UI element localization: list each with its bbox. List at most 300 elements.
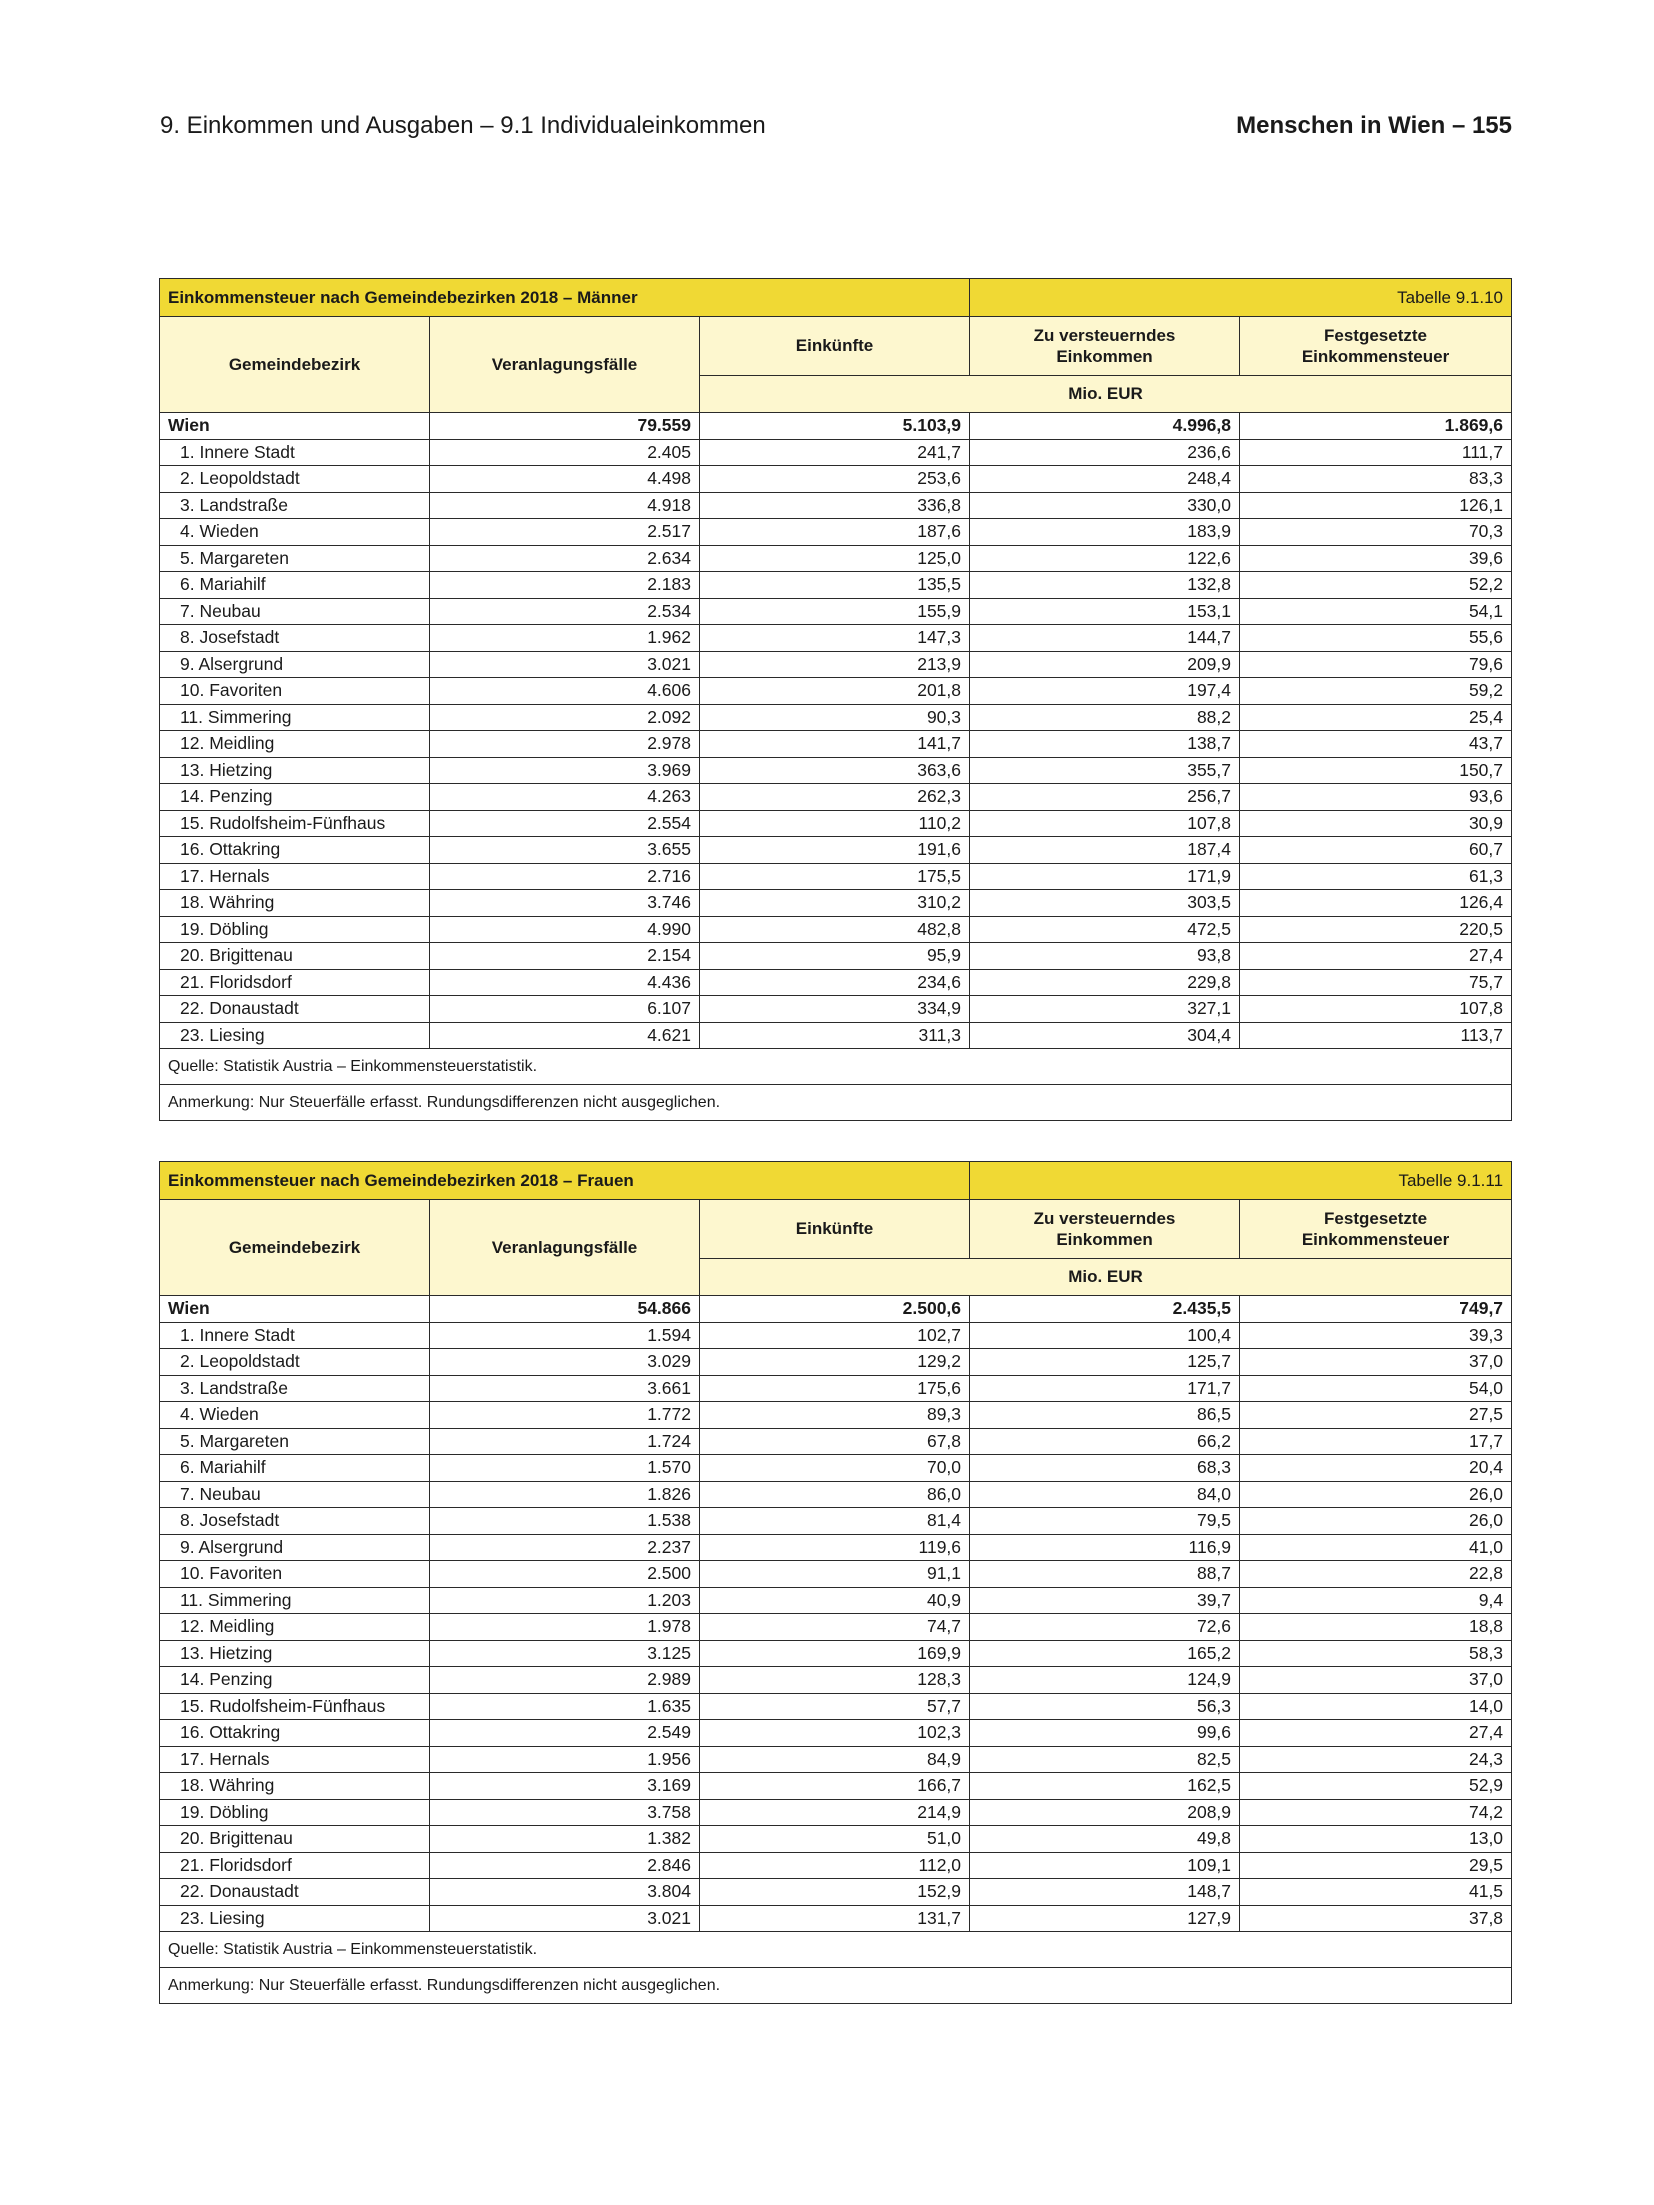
value-cell: 150,7 bbox=[1240, 757, 1512, 784]
table-row bbox=[160, 943, 1512, 970]
value-cell: 102,3 bbox=[700, 1720, 970, 1747]
value-cell: 93,6 bbox=[1240, 784, 1512, 811]
district-name: 21. Floridsdorf bbox=[160, 1852, 430, 1879]
col-header-taxable-line2: Einkommen bbox=[1056, 1230, 1153, 1249]
district-name: 2. Leopoldstadt bbox=[160, 466, 430, 493]
table-row bbox=[160, 651, 1512, 678]
district-name: 15. Rudolfsheim-Fünfhaus bbox=[160, 1693, 430, 1720]
district-name: 10. Favoriten bbox=[160, 1561, 430, 1588]
table-row bbox=[160, 1826, 1512, 1853]
value-cell: 1.962 bbox=[430, 625, 700, 652]
value-cell: 3.029 bbox=[430, 1349, 700, 1376]
total-row bbox=[160, 1296, 1512, 1323]
district-name: 5. Margareten bbox=[160, 1428, 430, 1455]
value-cell: 39,7 bbox=[970, 1587, 1240, 1614]
value-cell: 234,6 bbox=[700, 969, 970, 996]
unit-label: Mio. EUR bbox=[700, 376, 1512, 413]
value-cell: 171,7 bbox=[970, 1375, 1240, 1402]
district-name: 8. Josefstadt bbox=[160, 1508, 430, 1535]
table-row bbox=[160, 1905, 1512, 1932]
value-cell: 749,7 bbox=[1240, 1296, 1512, 1323]
district-name: 19. Döbling bbox=[160, 1799, 430, 1826]
value-cell: 127,9 bbox=[970, 1905, 1240, 1932]
page-header bbox=[160, 112, 1512, 152]
col-header-tax bbox=[1240, 1200, 1512, 1259]
value-cell: 109,1 bbox=[970, 1852, 1240, 1879]
district-name: 17. Hernals bbox=[160, 863, 430, 890]
table-row bbox=[160, 1534, 1512, 1561]
col-header-income: Einkünfte bbox=[700, 1200, 970, 1259]
col-header-taxable bbox=[970, 1200, 1240, 1259]
table-row bbox=[160, 916, 1512, 943]
value-cell: 214,9 bbox=[700, 1799, 970, 1826]
value-cell: 2.989 bbox=[430, 1667, 700, 1694]
value-cell: 2.549 bbox=[430, 1720, 700, 1747]
value-cell: 30,9 bbox=[1240, 810, 1512, 837]
district-name: 1. Innere Stadt bbox=[160, 1322, 430, 1349]
value-cell: 162,5 bbox=[970, 1773, 1240, 1800]
value-cell: 37,8 bbox=[1240, 1905, 1512, 1932]
value-cell: 169,9 bbox=[700, 1640, 970, 1667]
table-row bbox=[160, 1428, 1512, 1455]
value-cell: 4.990 bbox=[430, 916, 700, 943]
value-cell: 213,9 bbox=[700, 651, 970, 678]
district-name: 14. Penzing bbox=[160, 784, 430, 811]
value-cell: 311,3 bbox=[700, 1022, 970, 1049]
value-cell: 330,0 bbox=[970, 492, 1240, 519]
district-name: 7. Neubau bbox=[160, 1481, 430, 1508]
value-cell: 336,8 bbox=[700, 492, 970, 519]
value-cell: 70,0 bbox=[700, 1455, 970, 1482]
value-cell: 83,3 bbox=[1240, 466, 1512, 493]
table-row bbox=[160, 466, 1512, 493]
table-frauen bbox=[159, 1161, 1512, 2004]
value-cell: 52,9 bbox=[1240, 1773, 1512, 1800]
table-row bbox=[160, 572, 1512, 599]
value-cell: 57,7 bbox=[700, 1693, 970, 1720]
col-header-tax bbox=[1240, 317, 1512, 376]
value-cell: 4.996,8 bbox=[970, 413, 1240, 440]
value-cell: 119,6 bbox=[700, 1534, 970, 1561]
value-cell: 88,7 bbox=[970, 1561, 1240, 1588]
value-cell: 40,9 bbox=[700, 1587, 970, 1614]
value-cell: 70,3 bbox=[1240, 519, 1512, 546]
value-cell: 27,5 bbox=[1240, 1402, 1512, 1429]
table-row bbox=[160, 1799, 1512, 1826]
value-cell: 6.107 bbox=[430, 996, 700, 1023]
value-cell: 59,2 bbox=[1240, 678, 1512, 705]
value-cell: 91,1 bbox=[700, 1561, 970, 1588]
value-cell: 4.436 bbox=[430, 969, 700, 996]
value-cell: 116,9 bbox=[970, 1534, 1240, 1561]
value-cell: 26,0 bbox=[1240, 1508, 1512, 1535]
table-row bbox=[160, 996, 1512, 1023]
district-name: 23. Liesing bbox=[160, 1905, 430, 1932]
total-row bbox=[160, 413, 1512, 440]
value-cell: 248,4 bbox=[970, 466, 1240, 493]
header-row bbox=[160, 1200, 1512, 1259]
value-cell: 2.846 bbox=[430, 1852, 700, 1879]
table-row bbox=[160, 1693, 1512, 1720]
table-row bbox=[160, 1773, 1512, 1800]
value-cell: 79,6 bbox=[1240, 651, 1512, 678]
source-row bbox=[160, 1049, 1512, 1085]
value-cell: 58,3 bbox=[1240, 1640, 1512, 1667]
value-cell: 1.772 bbox=[430, 1402, 700, 1429]
district-name: 2. Leopoldstadt bbox=[160, 1349, 430, 1376]
value-cell: 29,5 bbox=[1240, 1852, 1512, 1879]
table-row bbox=[160, 1879, 1512, 1906]
table-row bbox=[160, 1402, 1512, 1429]
value-cell: 135,5 bbox=[700, 572, 970, 599]
value-cell: 24,3 bbox=[1240, 1746, 1512, 1773]
value-cell: 152,9 bbox=[700, 1879, 970, 1906]
district-name: 18. Währing bbox=[160, 890, 430, 917]
col-header-taxable bbox=[970, 317, 1240, 376]
table-row bbox=[160, 863, 1512, 890]
note-row bbox=[160, 1968, 1512, 2004]
value-cell: 2.517 bbox=[430, 519, 700, 546]
value-cell: 201,8 bbox=[700, 678, 970, 705]
district-name: 3. Landstraße bbox=[160, 492, 430, 519]
value-cell: 209,9 bbox=[970, 651, 1240, 678]
district-name: 15. Rudolfsheim-Fünfhaus bbox=[160, 810, 430, 837]
district-name: 4. Wieden bbox=[160, 519, 430, 546]
table-number: Tabelle 9.1.10 bbox=[970, 279, 1512, 317]
district-name: 11. Simmering bbox=[160, 1587, 430, 1614]
value-cell: 54,1 bbox=[1240, 598, 1512, 625]
district-name: 9. Alsergrund bbox=[160, 1534, 430, 1561]
district-name: 3. Landstraße bbox=[160, 1375, 430, 1402]
value-cell: 39,3 bbox=[1240, 1322, 1512, 1349]
value-cell: 74,2 bbox=[1240, 1799, 1512, 1826]
section-title: 9. Einkommen und Ausgaben – 9.1 Individualeinkommen bbox=[160, 112, 766, 139]
unit-label: Mio. EUR bbox=[700, 1259, 1512, 1296]
value-cell: 39,6 bbox=[1240, 545, 1512, 572]
value-cell: 37,0 bbox=[1240, 1349, 1512, 1376]
col-header-tax-line1: Festgesetzte bbox=[1324, 325, 1427, 345]
value-cell: 2.237 bbox=[430, 1534, 700, 1561]
value-cell: 2.154 bbox=[430, 943, 700, 970]
value-cell: 241,7 bbox=[700, 439, 970, 466]
value-cell: 3.969 bbox=[430, 757, 700, 784]
value-cell: 1.635 bbox=[430, 1693, 700, 1720]
table-row bbox=[160, 1022, 1512, 1049]
value-cell: 363,6 bbox=[700, 757, 970, 784]
value-cell: 60,7 bbox=[1240, 837, 1512, 864]
value-cell: 2.978 bbox=[430, 731, 700, 758]
value-cell: 138,7 bbox=[970, 731, 1240, 758]
value-cell: 132,8 bbox=[970, 572, 1240, 599]
table-number: Tabelle 9.1.11 bbox=[970, 1162, 1512, 1200]
table-maenner bbox=[159, 278, 1512, 1121]
table-row bbox=[160, 1640, 1512, 1667]
note-row bbox=[160, 1085, 1512, 1121]
col-header-taxable-line1: Zu versteuerndes bbox=[1033, 325, 1176, 345]
value-cell: 4.263 bbox=[430, 784, 700, 811]
value-cell: 9,4 bbox=[1240, 1587, 1512, 1614]
district-name: 10. Favoriten bbox=[160, 678, 430, 705]
value-cell: 229,8 bbox=[970, 969, 1240, 996]
value-cell: 2.500,6 bbox=[700, 1296, 970, 1323]
value-cell: 220,5 bbox=[1240, 916, 1512, 943]
value-cell: 82,5 bbox=[970, 1746, 1240, 1773]
table-row bbox=[160, 1375, 1512, 1402]
value-cell: 141,7 bbox=[700, 731, 970, 758]
value-cell: 3.804 bbox=[430, 1879, 700, 1906]
value-cell: 56,3 bbox=[970, 1693, 1240, 1720]
value-cell: 310,2 bbox=[700, 890, 970, 917]
value-cell: 107,8 bbox=[970, 810, 1240, 837]
value-cell: 1.538 bbox=[430, 1508, 700, 1535]
value-cell: 51,0 bbox=[700, 1826, 970, 1853]
table-row bbox=[160, 890, 1512, 917]
table-title-row bbox=[160, 1162, 1512, 1200]
value-cell: 125,0 bbox=[700, 545, 970, 572]
value-cell: 236,6 bbox=[970, 439, 1240, 466]
col-header-district: Gemeindebezirk bbox=[160, 317, 430, 413]
table-row bbox=[160, 731, 1512, 758]
value-cell: 99,6 bbox=[970, 1720, 1240, 1747]
table-row bbox=[160, 598, 1512, 625]
table-row bbox=[160, 492, 1512, 519]
value-cell: 2.554 bbox=[430, 810, 700, 837]
value-cell: 100,4 bbox=[970, 1322, 1240, 1349]
value-cell: 79.559 bbox=[430, 413, 700, 440]
value-cell: 126,1 bbox=[1240, 492, 1512, 519]
value-cell: 2.092 bbox=[430, 704, 700, 731]
source-text: Quelle: Statistik Austria – Einkommensteuerstatistik. bbox=[160, 1932, 1512, 1968]
table-row bbox=[160, 1720, 1512, 1747]
district-name: 22. Donaustadt bbox=[160, 1879, 430, 1906]
value-cell: 4.498 bbox=[430, 466, 700, 493]
table-row bbox=[160, 1508, 1512, 1535]
value-cell: 26,0 bbox=[1240, 1481, 1512, 1508]
district-name: Wien bbox=[160, 1296, 430, 1323]
table-row bbox=[160, 969, 1512, 996]
value-cell: 2.405 bbox=[430, 439, 700, 466]
district-name: 12. Meidling bbox=[160, 1614, 430, 1641]
value-cell: 5.103,9 bbox=[700, 413, 970, 440]
district-name: 20. Brigittenau bbox=[160, 1826, 430, 1853]
district-name: Wien bbox=[160, 413, 430, 440]
value-cell: 79,5 bbox=[970, 1508, 1240, 1535]
value-cell: 113,7 bbox=[1240, 1022, 1512, 1049]
value-cell: 171,9 bbox=[970, 863, 1240, 890]
value-cell: 128,3 bbox=[700, 1667, 970, 1694]
value-cell: 334,9 bbox=[700, 996, 970, 1023]
header-row bbox=[160, 317, 1512, 376]
district-name: 22. Donaustadt bbox=[160, 996, 430, 1023]
value-cell: 2.183 bbox=[430, 572, 700, 599]
value-cell: 1.826 bbox=[430, 1481, 700, 1508]
col-header-taxable-line1: Zu versteuerndes bbox=[1033, 1208, 1176, 1228]
value-cell: 472,5 bbox=[970, 916, 1240, 943]
district-name: 7. Neubau bbox=[160, 598, 430, 625]
value-cell: 165,2 bbox=[970, 1640, 1240, 1667]
source-text: Quelle: Statistik Austria – Einkommensteuerstatistik. bbox=[160, 1049, 1512, 1085]
value-cell: 84,9 bbox=[700, 1746, 970, 1773]
value-cell: 327,1 bbox=[970, 996, 1240, 1023]
table-row bbox=[160, 625, 1512, 652]
value-cell: 2.534 bbox=[430, 598, 700, 625]
col-header-cases: Veranlagungsfälle bbox=[430, 317, 700, 413]
value-cell: 27,4 bbox=[1240, 943, 1512, 970]
col-header-income: Einkünfte bbox=[700, 317, 970, 376]
value-cell: 102,7 bbox=[700, 1322, 970, 1349]
value-cell: 3.746 bbox=[430, 890, 700, 917]
table-row bbox=[160, 678, 1512, 705]
district-name: 9. Alsergrund bbox=[160, 651, 430, 678]
value-cell: 54,0 bbox=[1240, 1375, 1512, 1402]
value-cell: 147,3 bbox=[700, 625, 970, 652]
value-cell: 208,9 bbox=[970, 1799, 1240, 1826]
table-row bbox=[160, 1667, 1512, 1694]
value-cell: 110,2 bbox=[700, 810, 970, 837]
value-cell: 86,5 bbox=[970, 1402, 1240, 1429]
value-cell: 1.594 bbox=[430, 1322, 700, 1349]
value-cell: 155,9 bbox=[700, 598, 970, 625]
value-cell: 107,8 bbox=[1240, 996, 1512, 1023]
value-cell: 25,4 bbox=[1240, 704, 1512, 731]
value-cell: 43,7 bbox=[1240, 731, 1512, 758]
value-cell: 256,7 bbox=[970, 784, 1240, 811]
value-cell: 482,8 bbox=[700, 916, 970, 943]
district-name: 21. Floridsdorf bbox=[160, 969, 430, 996]
value-cell: 41,0 bbox=[1240, 1534, 1512, 1561]
value-cell: 67,8 bbox=[700, 1428, 970, 1455]
value-cell: 3.169 bbox=[430, 1773, 700, 1800]
value-cell: 84,0 bbox=[970, 1481, 1240, 1508]
value-cell: 2.634 bbox=[430, 545, 700, 572]
value-cell: 111,7 bbox=[1240, 439, 1512, 466]
value-cell: 187,6 bbox=[700, 519, 970, 546]
value-cell: 90,3 bbox=[700, 704, 970, 731]
value-cell: 197,4 bbox=[970, 678, 1240, 705]
value-cell: 1.724 bbox=[430, 1428, 700, 1455]
district-name: 6. Mariahilf bbox=[160, 1455, 430, 1482]
district-name: 13. Hietzing bbox=[160, 757, 430, 784]
value-cell: 20,4 bbox=[1240, 1455, 1512, 1482]
value-cell: 66,2 bbox=[970, 1428, 1240, 1455]
value-cell: 37,0 bbox=[1240, 1667, 1512, 1694]
district-name: 11. Simmering bbox=[160, 704, 430, 731]
value-cell: 304,4 bbox=[970, 1022, 1240, 1049]
value-cell: 88,2 bbox=[970, 704, 1240, 731]
value-cell: 1.978 bbox=[430, 1614, 700, 1641]
value-cell: 41,5 bbox=[1240, 1879, 1512, 1906]
col-header-taxable-line2: Einkommen bbox=[1056, 347, 1153, 366]
col-header-tax-line1: Festgesetzte bbox=[1324, 1208, 1428, 1228]
table-row bbox=[160, 1852, 1512, 1879]
value-cell: 1.203 bbox=[430, 1587, 700, 1614]
district-name: 1. Innere Stadt bbox=[160, 439, 430, 466]
value-cell: 22,8 bbox=[1240, 1561, 1512, 1588]
value-cell: 144,7 bbox=[970, 625, 1240, 652]
value-cell: 153,1 bbox=[970, 598, 1240, 625]
district-name: 19. Döbling bbox=[160, 916, 430, 943]
value-cell: 74,7 bbox=[700, 1614, 970, 1641]
value-cell: 124,9 bbox=[970, 1667, 1240, 1694]
value-cell: 93,8 bbox=[970, 943, 1240, 970]
value-cell: 125,7 bbox=[970, 1349, 1240, 1376]
note-text: Anmerkung: Nur Steuerfälle erfasst. Rundungsdifferenzen nicht ausgeglichen. bbox=[160, 1968, 1512, 2004]
table-row bbox=[160, 1455, 1512, 1482]
value-cell: 191,6 bbox=[700, 837, 970, 864]
value-cell: 49,8 bbox=[970, 1826, 1240, 1853]
value-cell: 86,0 bbox=[700, 1481, 970, 1508]
district-name: 13. Hietzing bbox=[160, 1640, 430, 1667]
value-cell: 3.655 bbox=[430, 837, 700, 864]
value-cell: 2.435,5 bbox=[970, 1296, 1240, 1323]
district-name: 6. Mariahilf bbox=[160, 572, 430, 599]
col-header-tax-line2: Einkommensteuer bbox=[1301, 347, 1450, 366]
value-cell: 3.125 bbox=[430, 1640, 700, 1667]
value-cell: 3.021 bbox=[430, 1905, 700, 1932]
district-name: 14. Penzing bbox=[160, 1667, 430, 1694]
value-cell: 75,7 bbox=[1240, 969, 1512, 996]
district-name: 12. Meidling bbox=[160, 731, 430, 758]
value-cell: 126,4 bbox=[1240, 890, 1512, 917]
table-row bbox=[160, 784, 1512, 811]
value-cell: 17,7 bbox=[1240, 1428, 1512, 1455]
district-name: 23. Liesing bbox=[160, 1022, 430, 1049]
value-cell: 129,2 bbox=[700, 1349, 970, 1376]
value-cell: 1.570 bbox=[430, 1455, 700, 1482]
table-row bbox=[160, 519, 1512, 546]
district-name: 4. Wieden bbox=[160, 1402, 430, 1429]
value-cell: 18,8 bbox=[1240, 1614, 1512, 1641]
table-title-row bbox=[160, 279, 1512, 317]
value-cell: 183,9 bbox=[970, 519, 1240, 546]
value-cell: 148,7 bbox=[970, 1879, 1240, 1906]
value-cell: 3.021 bbox=[430, 651, 700, 678]
value-cell: 303,5 bbox=[970, 890, 1240, 917]
value-cell: 4.606 bbox=[430, 678, 700, 705]
value-cell: 81,4 bbox=[700, 1508, 970, 1535]
value-cell: 1.956 bbox=[430, 1746, 700, 1773]
table-row bbox=[160, 1561, 1512, 1588]
value-cell: 122,6 bbox=[970, 545, 1240, 572]
table-row bbox=[160, 1322, 1512, 1349]
table-row bbox=[160, 837, 1512, 864]
value-cell: 72,6 bbox=[970, 1614, 1240, 1641]
table-row bbox=[160, 1349, 1512, 1376]
value-cell: 13,0 bbox=[1240, 1826, 1512, 1853]
district-name: 17. Hernals bbox=[160, 1746, 430, 1773]
value-cell: 2.500 bbox=[430, 1561, 700, 1588]
col-header-cases: Veranlagungsfälle bbox=[430, 1200, 700, 1296]
value-cell: 355,7 bbox=[970, 757, 1240, 784]
value-cell: 61,3 bbox=[1240, 863, 1512, 890]
value-cell: 3.661 bbox=[430, 1375, 700, 1402]
table-title: Einkommensteuer nach Gemeindebezirken 2018 – Frauen bbox=[160, 1162, 970, 1200]
value-cell: 27,4 bbox=[1240, 1720, 1512, 1747]
district-name: 18. Währing bbox=[160, 1773, 430, 1800]
value-cell: 68,3 bbox=[970, 1455, 1240, 1482]
value-cell: 95,9 bbox=[700, 943, 970, 970]
source-row bbox=[160, 1932, 1512, 1968]
value-cell: 54.866 bbox=[430, 1296, 700, 1323]
table-row bbox=[160, 704, 1512, 731]
value-cell: 89,3 bbox=[700, 1402, 970, 1429]
col-header-district: Gemeindebezirk bbox=[160, 1200, 430, 1296]
page-number: Menschen in Wien – 155 bbox=[1236, 112, 1512, 139]
value-cell: 262,3 bbox=[700, 784, 970, 811]
value-cell: 1.382 bbox=[430, 1826, 700, 1853]
district-name: 5. Margareten bbox=[160, 545, 430, 572]
district-name: 16. Ottakring bbox=[160, 837, 430, 864]
